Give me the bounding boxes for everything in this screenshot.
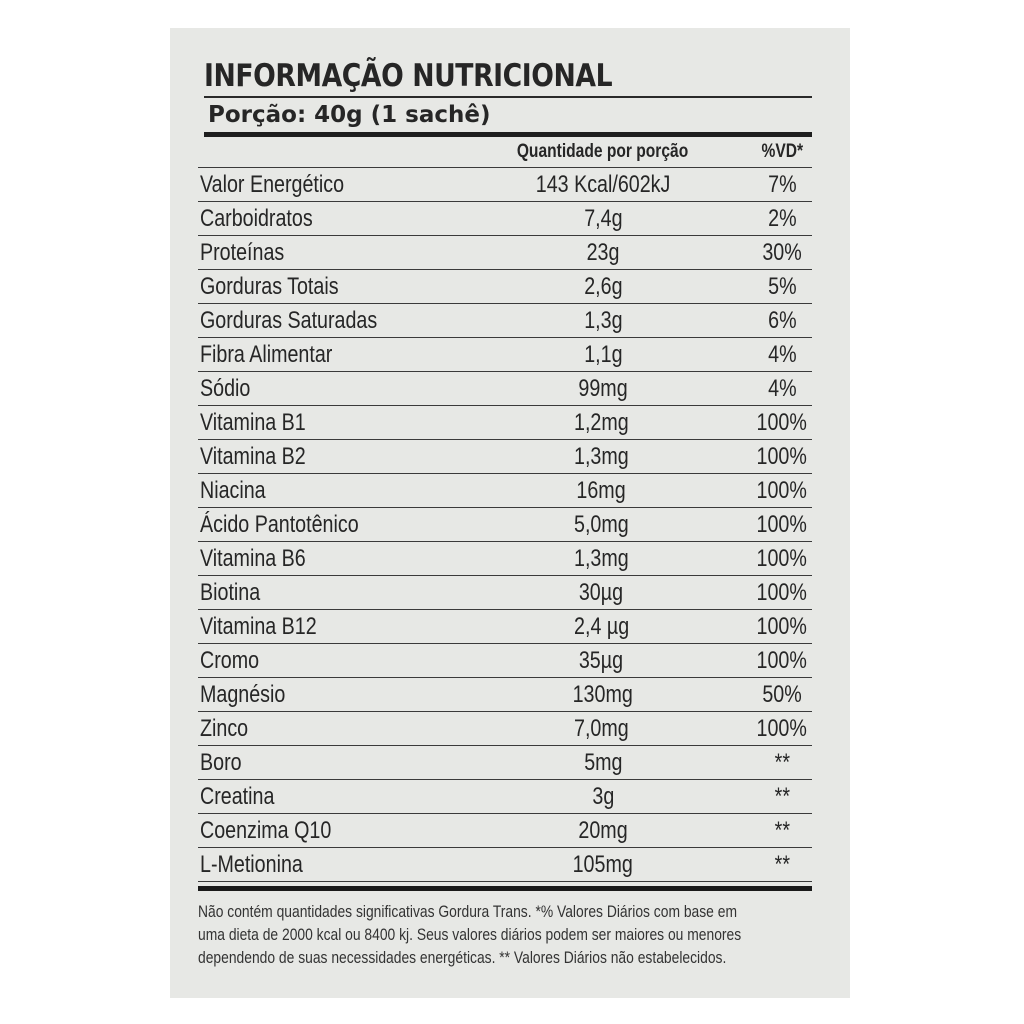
nutrient-name: Coenzima Q10 [200,816,332,844]
nutrient-vd-cell [753,307,812,335]
nutrient-vd-cell [753,205,812,233]
nutrient-quantity: 35µg [579,646,624,674]
nutrient-vd-cell [753,851,812,879]
nutrient-quantity-cell [452,715,751,743]
nutrient-name: Zinco [200,714,249,742]
nutrient-quantity: 7,4g [583,204,623,232]
nutrient-quantity: 23g [586,238,620,266]
nutrient-name-cell [198,171,453,199]
nutrient-quantity: 105mg [572,850,634,878]
nutrient-row [198,372,812,406]
nutrient-row [198,440,812,474]
nutrient-vd-cell [753,239,812,267]
nutrient-vd: 7% [768,170,797,198]
nutrient-vd: 50% [762,680,803,708]
nutrient-vd: 30% [762,238,803,266]
nutrient-name: Vitamina B12 [200,612,317,640]
portion-size: Porção: 40g (1 sachê) [208,102,491,128]
nutrient-name: Proteínas [200,238,285,266]
nutrient-vd-cell [751,409,812,437]
nutrient-name: Biotina [200,578,261,606]
nutrient-rows [198,168,812,882]
nutrient-vd: ** [774,816,791,844]
nutrient-name-cell [198,715,452,743]
nutrient-row [198,610,812,644]
nutrient-vd: 100% [756,442,807,470]
nutrient-vd: 100% [756,714,807,742]
nutrient-quantity-cell [453,205,753,233]
nutrient-name: Vitamina B6 [200,544,306,572]
nutrient-row [198,746,812,780]
nutrient-quantity: 7,0mg [573,714,629,742]
nutrient-vd: 100% [756,612,807,640]
nutrient-vd: 4% [768,340,797,368]
nutrient-vd-cell [753,817,812,845]
nutrient-row [198,168,812,202]
nutrient-row [198,644,812,678]
nutrient-quantity: 1,3mg [573,442,629,470]
nutrient-quantity: 20mg [578,816,628,844]
nutrient-quantity: 2,4 µg [573,612,629,640]
nutrient-vd-cell [751,647,812,675]
nutrient-name: L-Metionina [200,850,303,878]
nutrient-quantity-cell [453,375,753,403]
nutrient-vd: ** [774,782,791,810]
nutrient-quantity-cell [453,273,753,301]
nutrient-vd: 4% [768,374,797,402]
nutrient-row [198,712,812,746]
nutrient-name-cell [198,205,453,233]
nutrient-name-cell [198,579,452,607]
nutrient-row [198,270,812,304]
nutrient-vd-cell [751,477,812,505]
nutrient-quantity: 99mg [578,374,628,402]
nutrient-vd-cell [751,443,812,471]
nutrient-vd-cell [751,715,812,743]
nutrition-label [170,28,850,998]
nutrient-name: Valor Energético [200,170,345,198]
nutrient-row [198,542,812,576]
table-bottom-divider [198,886,812,891]
nutrient-quantity: 1,3g [583,306,623,334]
footnote-line: uma dieta de 2000 kcal ou 8400 kj. Seus valores diários podem ser maiores ou menores [198,926,742,944]
footnote-line: Não contém quantidades significativas Gordura Trans. *% Valores Diários com base em [198,903,738,921]
nutrient-name: Creatina [200,782,275,810]
nutrient-vd-cell [751,511,812,539]
nutrient-quantity-cell [453,783,753,811]
nutrient-vd-cell [753,749,812,777]
nutrient-name: Gorduras Totais [200,272,339,300]
nutrient-quantity-cell [453,851,753,879]
nutrient-name-cell [198,409,452,437]
nutrient-name-cell [198,681,453,709]
nutrient-row [198,814,812,848]
nutrient-vd: 100% [756,544,807,572]
label-title: INFORMAÇÃO NUTRICIONAL [204,58,613,94]
nutrient-vd: 100% [756,510,807,538]
nutrient-name: Ácido Pantotênico [200,510,359,538]
nutrient-row [198,406,812,440]
header-vd-label: %VD* [761,141,804,162]
nutrient-quantity: 130mg [572,680,634,708]
nutrient-vd: 100% [756,646,807,674]
nutrient-name: Magnésio [200,680,286,708]
nutrient-quantity: 30µg [579,578,624,606]
nutrient-row [198,236,812,270]
nutrient-quantity-cell [452,545,751,573]
nutrient-quantity-cell [452,409,751,437]
nutrient-name-cell [198,647,452,675]
nutrient-name-cell [198,511,452,539]
nutrient-name-cell [198,749,453,777]
header-quantity-label: Quantidade por porção [517,141,689,162]
nutrient-name-cell [198,341,453,369]
nutrient-row [198,338,812,372]
nutrient-name-cell [198,851,453,879]
header-quantity [453,141,753,163]
nutrient-name: Vitamina B2 [200,442,306,470]
nutrient-row [198,678,812,712]
nutrient-vd-cell [753,273,812,301]
nutrient-quantity: 16mg [576,476,626,504]
nutrient-name: Vitamina B1 [200,408,306,436]
nutrient-name-cell [198,273,453,301]
nutrient-quantity-cell [453,239,753,267]
nutrient-quantity: 143 Kcal/602kJ [535,170,671,198]
nutrient-row [198,848,812,882]
nutrient-row [198,576,812,610]
nutrient-vd: 100% [756,476,807,504]
nutrient-vd: 100% [756,408,807,436]
nutrient-name: Niacina [200,476,266,504]
nutrient-quantity: 1,3mg [573,544,629,572]
nutrient-quantity: 3g [592,782,614,810]
nutrient-name: Fibra Alimentar [200,340,333,368]
nutrient-name-cell [198,477,452,505]
nutrient-name-cell [198,613,452,641]
nutrient-name-cell [198,545,452,573]
footnote [198,901,862,970]
header-vd [753,141,812,163]
nutrient-row [198,304,812,338]
nutrient-quantity-cell [452,613,751,641]
nutrient-quantity-cell [453,341,753,369]
nutrient-vd: 2% [768,204,797,232]
nutrient-row [198,508,812,542]
nutrient-quantity-cell [453,749,753,777]
nutrient-vd-cell [751,613,812,641]
nutrient-vd: ** [774,850,791,878]
nutrient-quantity-cell [453,171,753,199]
nutrient-name-cell [198,375,453,403]
nutrient-vd-cell [751,545,812,573]
nutrient-name: Carboidratos [200,204,313,232]
nutrient-quantity-cell [452,511,751,539]
nutrient-name-cell [198,239,453,267]
nutrient-quantity: 1,2mg [573,408,629,436]
nutrient-row [198,474,812,508]
nutrient-name: Cromo [200,646,260,674]
nutrient-name-cell [198,783,453,811]
nutrient-quantity-cell [453,681,753,709]
nutrient-vd-cell [753,375,812,403]
nutrient-quantity-cell [452,443,751,471]
nutrient-vd: 5% [768,272,797,300]
nutrient-name: Boro [200,748,242,776]
nutrient-quantity: 5mg [583,748,623,776]
nutrient-quantity-cell [452,477,751,505]
footnote-line: dependendo de suas necessidades energéticas. ** Valores Diários não estabelecidos. [198,949,727,967]
nutrient-vd-cell [751,579,812,607]
nutrient-vd-cell [753,171,812,199]
nutrient-vd-cell [753,681,812,709]
nutrient-quantity: 1,1g [583,340,623,368]
nutrient-name-cell [198,817,453,845]
nutrient-quantity: 2,6g [583,272,623,300]
nutrient-name-cell [198,443,452,471]
table-header [198,137,812,168]
nutrient-row [198,202,812,236]
nutrient-quantity-cell [453,307,753,335]
nutrient-vd-cell [753,783,812,811]
nutrient-vd: ** [774,748,791,776]
nutrient-quantity: 5,0mg [573,510,629,538]
nutrient-quantity-cell [452,647,751,675]
nutrient-quantity-cell [452,579,751,607]
nutrient-name: Sódio [200,374,251,402]
nutrient-vd: 100% [756,578,807,606]
nutrient-name: Gorduras Saturadas [200,306,378,334]
nutrient-quantity-cell [453,817,753,845]
nutrient-vd-cell [753,341,812,369]
nutrient-name-cell [198,307,453,335]
nutrient-vd: 6% [768,306,797,334]
nutrient-row [198,780,812,814]
